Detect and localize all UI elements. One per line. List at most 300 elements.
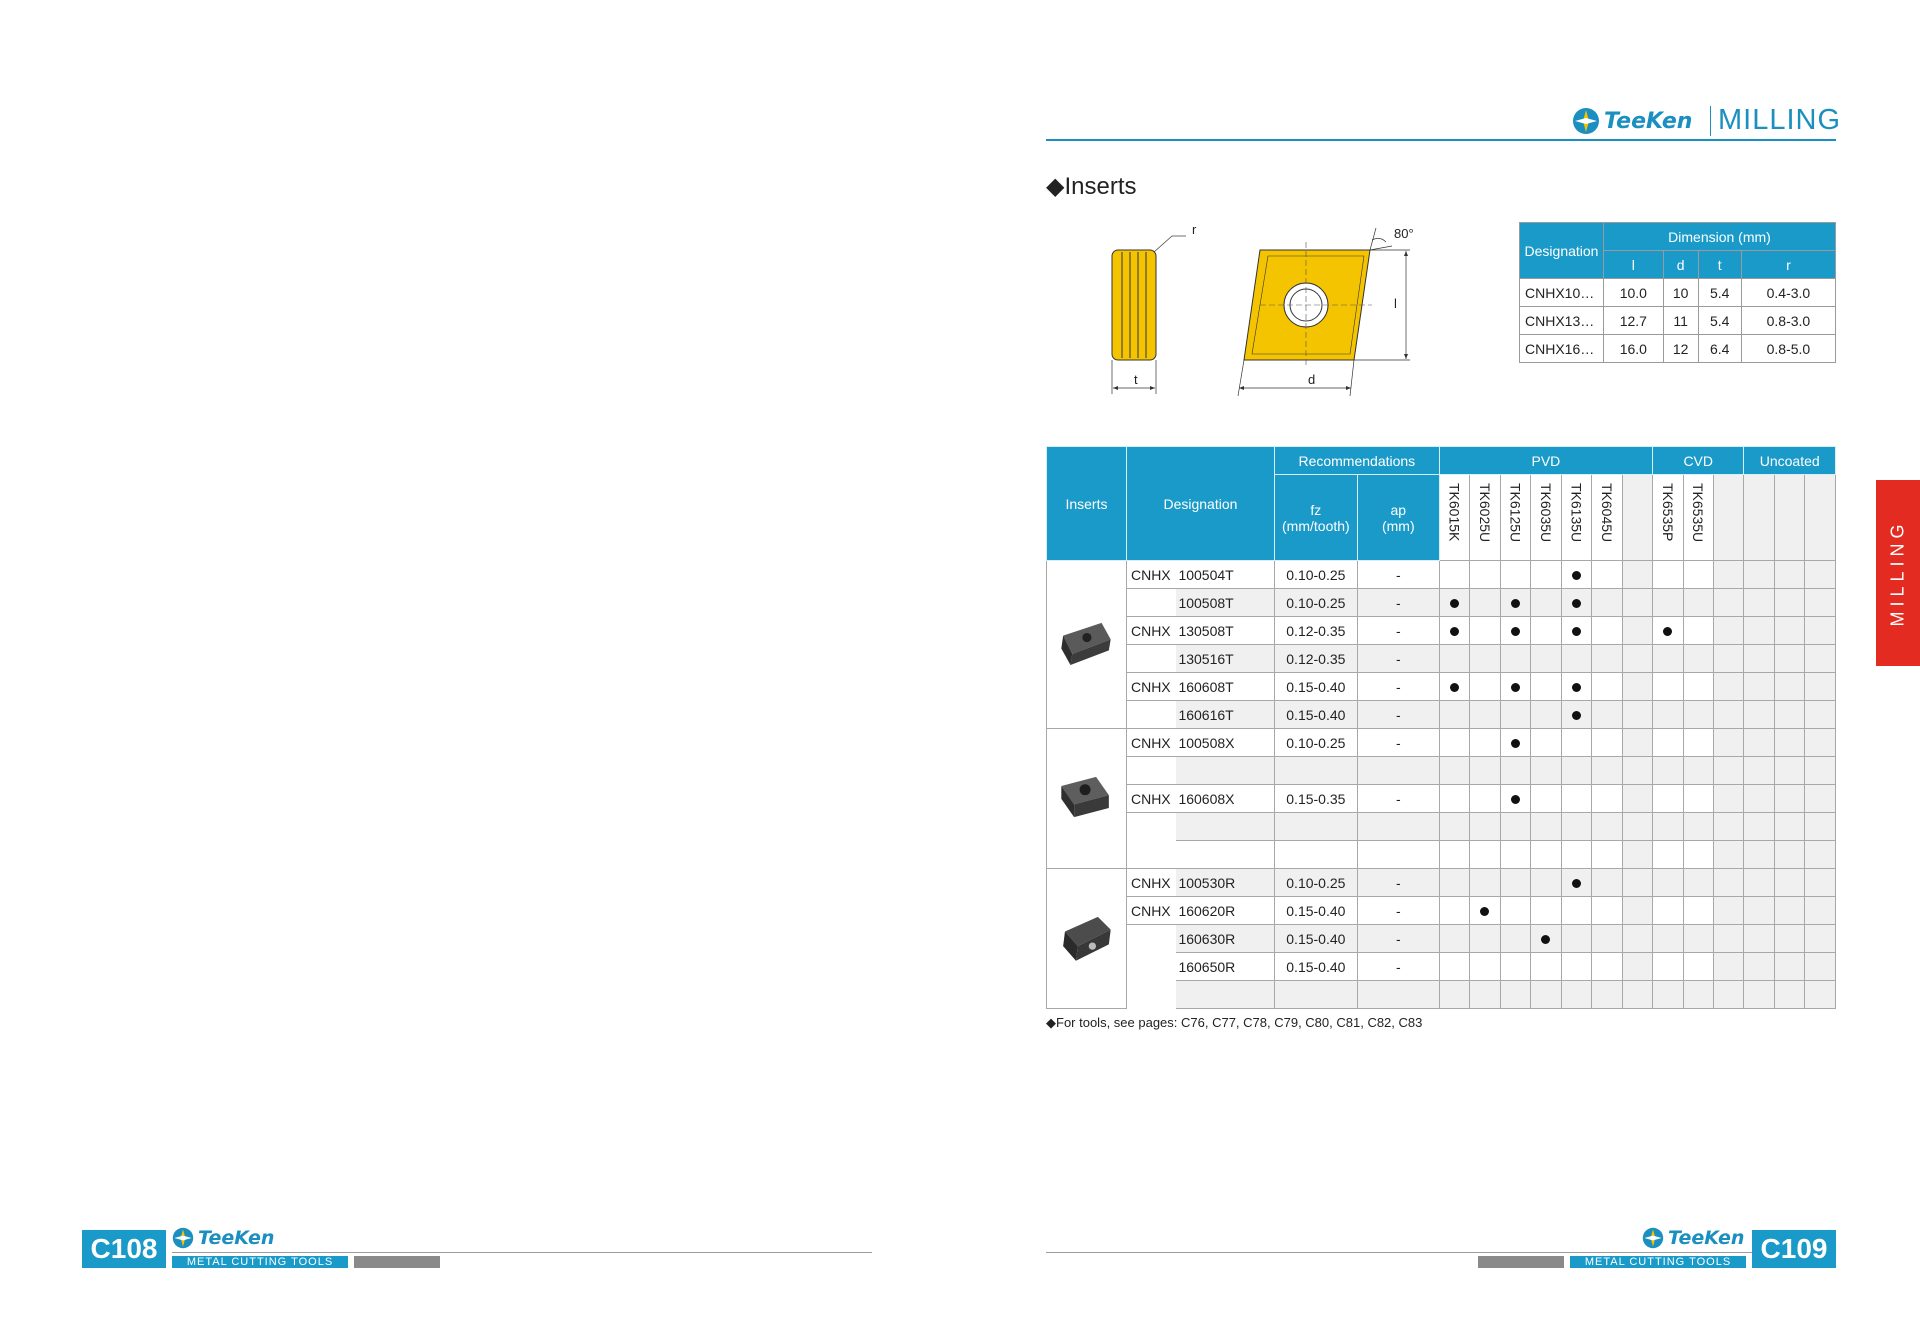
grade-cell <box>1805 925 1836 953</box>
grade-cell <box>1500 673 1530 701</box>
designation-code <box>1176 757 1274 785</box>
grade-cell <box>1500 757 1530 785</box>
grade-cell <box>1439 729 1469 757</box>
grade-cell <box>1805 981 1836 1009</box>
grade-cell <box>1561 673 1591 701</box>
designation-prefix: CNHX <box>1126 617 1176 645</box>
inserts-table-body <box>1047 561 1836 1009</box>
grade-cell <box>1592 785 1622 813</box>
grade-cell <box>1774 561 1804 589</box>
grade-cell <box>1622 953 1652 981</box>
grade-cell <box>1653 617 1683 645</box>
grade-cell <box>1531 701 1561 729</box>
grade-header <box>1561 475 1591 561</box>
fz-value: 0.15-0.40 <box>1274 701 1357 729</box>
designation-prefix <box>1126 757 1176 785</box>
grade-cell <box>1592 813 1622 841</box>
designation-code: 100508X <box>1176 729 1274 757</box>
grade-cell <box>1713 729 1743 757</box>
designation-prefix <box>1126 589 1176 617</box>
header-cvd: CVD <box>1653 447 1744 475</box>
dimension-table <box>1519 222 1836 363</box>
grade-cell <box>1531 953 1561 981</box>
grade-cell <box>1683 897 1713 925</box>
grade-cell <box>1561 757 1591 785</box>
insert-image <box>1047 729 1127 869</box>
grade-cell <box>1653 757 1683 785</box>
footer-brand-left: TeeKen <box>198 1227 275 1249</box>
ap-value: - <box>1357 617 1439 645</box>
label-t: t <box>1134 372 1138 387</box>
grade-cell <box>1805 645 1836 673</box>
dim-col-l: l <box>1604 251 1664 279</box>
fz-value <box>1274 813 1357 841</box>
grade-cell <box>1713 673 1743 701</box>
grade-cell <box>1531 645 1561 673</box>
grade-cell <box>1653 813 1683 841</box>
header-recommendations: Recommendations <box>1274 447 1439 475</box>
grade-cell <box>1622 729 1652 757</box>
grade-cell <box>1744 617 1774 645</box>
table-row <box>1047 701 1836 729</box>
header-ap <box>1357 475 1439 561</box>
grade-cell <box>1500 701 1530 729</box>
fz-value: 0.15-0.40 <box>1274 673 1357 701</box>
grade-cell <box>1439 561 1469 589</box>
fz-value: 0.10-0.25 <box>1274 561 1357 589</box>
fz-value: 0.12-0.35 <box>1274 617 1357 645</box>
side-tab-label: MILLING <box>1887 519 1908 627</box>
designation-prefix: CNHX <box>1126 897 1176 925</box>
grade-cell <box>1622 617 1652 645</box>
ap-value <box>1357 813 1439 841</box>
grade-cell <box>1653 897 1683 925</box>
designation-code: 160630R <box>1176 925 1274 953</box>
fz-value <box>1274 757 1357 785</box>
grade-header <box>1592 475 1622 561</box>
header-inserts: Inserts <box>1047 447 1127 561</box>
grade-cell <box>1531 561 1561 589</box>
designation-code: 160620R <box>1176 897 1274 925</box>
grade-cell <box>1744 701 1774 729</box>
grade-cell <box>1653 841 1683 869</box>
grade-header <box>1774 475 1804 561</box>
grade-cell <box>1500 785 1530 813</box>
designation-code: 160608X <box>1176 785 1274 813</box>
footer-gray-bar-left <box>354 1256 440 1268</box>
grade-cell <box>1683 589 1713 617</box>
grade-cell <box>1713 645 1743 673</box>
dim-col-d: d <box>1663 251 1698 279</box>
header-uncoated: Uncoated <box>1744 447 1836 475</box>
grade-cell <box>1531 729 1561 757</box>
designation-prefix <box>1126 981 1176 1009</box>
designation-prefix <box>1126 701 1176 729</box>
grade-cell <box>1592 953 1622 981</box>
grade-cell <box>1561 561 1591 589</box>
grade-cell <box>1561 701 1591 729</box>
recommended-dot <box>1511 683 1520 692</box>
grade-cell <box>1470 589 1500 617</box>
grade-cell <box>1683 869 1713 897</box>
grade-cell <box>1653 673 1683 701</box>
brand-logo-icon <box>1642 1227 1664 1249</box>
grade-cell <box>1683 981 1713 1009</box>
ap-value <box>1357 841 1439 869</box>
grade-cell <box>1592 617 1622 645</box>
grade-cell <box>1774 953 1804 981</box>
grade-cell <box>1470 953 1500 981</box>
table-row <box>1047 673 1836 701</box>
insert-image <box>1047 561 1127 729</box>
recommended-dot <box>1450 683 1459 692</box>
dim-cell: 10 <box>1663 279 1698 307</box>
grade-cell <box>1653 561 1683 589</box>
table-row <box>1047 925 1836 953</box>
designation-code: 100504T <box>1176 561 1274 589</box>
table-row <box>1047 729 1836 757</box>
table-row <box>1047 813 1836 841</box>
fz-value: 0.10-0.25 <box>1274 869 1357 897</box>
grade-cell <box>1744 561 1774 589</box>
grade-cell <box>1470 701 1500 729</box>
footer-rule-left <box>172 1252 872 1253</box>
grade-cell <box>1805 953 1836 981</box>
grade-cell <box>1774 673 1804 701</box>
grade-cell <box>1774 757 1804 785</box>
grade-cell <box>1622 785 1652 813</box>
header-fz-unit: (mm/tooth) <box>1282 517 1350 534</box>
grade-label: TK6015K <box>1446 483 1463 542</box>
grade-header <box>1622 475 1652 561</box>
grade-cell <box>1561 645 1591 673</box>
recommended-dot <box>1511 627 1520 636</box>
ap-value: - <box>1357 729 1439 757</box>
header-fz <box>1274 475 1357 561</box>
grade-cell <box>1500 841 1530 869</box>
grade-cell <box>1774 701 1804 729</box>
fz-value: 0.15-0.40 <box>1274 953 1357 981</box>
grade-cell <box>1713 701 1743 729</box>
grade-cell <box>1500 925 1530 953</box>
recommended-dot <box>1572 599 1581 608</box>
grade-cell <box>1805 785 1836 813</box>
label-r: r <box>1192 222 1197 237</box>
header-separator <box>1710 106 1711 136</box>
recommended-dot <box>1572 711 1581 720</box>
recommended-dot <box>1572 683 1581 692</box>
grade-header <box>1470 475 1500 561</box>
grade-cell <box>1592 897 1622 925</box>
grade-cell <box>1622 645 1652 673</box>
grade-cell <box>1713 617 1743 645</box>
grade-label: TK6135U <box>1568 483 1585 543</box>
grade-cell <box>1439 897 1469 925</box>
grade-cell <box>1470 813 1500 841</box>
ap-value: - <box>1357 561 1439 589</box>
grade-cell <box>1713 813 1743 841</box>
insert-image <box>1047 869 1127 1009</box>
grade-cell <box>1713 869 1743 897</box>
grade-label: TK6125U <box>1507 483 1524 543</box>
page-number-right: C109 <box>1752 1230 1836 1268</box>
grade-cell <box>1774 925 1804 953</box>
dim-col-r: r <box>1741 251 1835 279</box>
grade-header <box>1683 475 1713 561</box>
grade-label: TK6025U <box>1476 483 1493 543</box>
dim-cell: 0.8-5.0 <box>1741 335 1835 363</box>
recommended-dot <box>1511 739 1520 748</box>
dim-cell: 12 <box>1663 335 1698 363</box>
designation-code <box>1176 813 1274 841</box>
grade-cell <box>1561 729 1591 757</box>
grade-cell <box>1561 841 1591 869</box>
grade-cell <box>1470 785 1500 813</box>
designation-code: 100530R <box>1176 869 1274 897</box>
grade-cell <box>1653 701 1683 729</box>
designation-code: 160616T <box>1176 701 1274 729</box>
designation-prefix <box>1126 925 1176 953</box>
grade-label: TK6535U <box>1690 483 1707 543</box>
grade-cell <box>1683 729 1713 757</box>
grade-cell <box>1774 981 1804 1009</box>
grade-cell <box>1683 925 1713 953</box>
designation-code: 160650R <box>1176 953 1274 981</box>
table-row <box>1047 645 1836 673</box>
page-number-left: C108 <box>82 1230 166 1268</box>
ap-value: - <box>1357 673 1439 701</box>
grade-cell <box>1805 841 1836 869</box>
grade-cell <box>1622 813 1652 841</box>
grade-cell <box>1683 841 1713 869</box>
grade-label: TK6045U <box>1598 483 1615 543</box>
grade-label: TK6535P <box>1659 483 1676 542</box>
grade-cell <box>1439 785 1469 813</box>
grade-cell <box>1683 785 1713 813</box>
fz-value: 0.10-0.25 <box>1274 729 1357 757</box>
grade-cell <box>1531 813 1561 841</box>
grade-header <box>1653 475 1683 561</box>
designation-code: 130508T <box>1176 617 1274 645</box>
grade-cell <box>1561 785 1591 813</box>
ap-value <box>1357 981 1439 1009</box>
fz-value <box>1274 981 1357 1009</box>
grade-cell <box>1713 953 1743 981</box>
grade-cell <box>1683 617 1713 645</box>
grade-cell <box>1531 869 1561 897</box>
grade-cell <box>1439 617 1469 645</box>
dim-cell: 0.8-3.0 <box>1741 307 1835 335</box>
label-d: d <box>1308 372 1316 387</box>
grade-cell <box>1744 645 1774 673</box>
grade-cell <box>1561 897 1591 925</box>
grade-cell <box>1561 813 1591 841</box>
fz-value: 0.15-0.40 <box>1274 897 1357 925</box>
grade-cell <box>1744 813 1774 841</box>
grade-cell <box>1531 841 1561 869</box>
grade-cell <box>1470 897 1500 925</box>
grade-cell <box>1439 925 1469 953</box>
grade-cell <box>1531 785 1561 813</box>
grade-cell <box>1561 869 1591 897</box>
grade-cell <box>1774 617 1804 645</box>
grade-cell <box>1653 785 1683 813</box>
fz-value: 0.12-0.35 <box>1274 645 1357 673</box>
table-row <box>1047 785 1836 813</box>
grade-cell <box>1774 589 1804 617</box>
grade-cell <box>1622 841 1652 869</box>
dim-cell: 10.0 <box>1604 279 1664 307</box>
grade-cell <box>1713 897 1743 925</box>
grade-cell <box>1470 757 1500 785</box>
insert-side-view <box>1112 236 1186 394</box>
grade-cell <box>1470 869 1500 897</box>
grade-cell <box>1531 757 1561 785</box>
grade-cell <box>1622 673 1652 701</box>
grade-cell <box>1653 953 1683 981</box>
inserts-table <box>1046 446 1836 1009</box>
grade-cell <box>1744 757 1774 785</box>
grade-cell <box>1439 981 1469 1009</box>
grade-cell <box>1774 897 1804 925</box>
grade-cell <box>1805 897 1836 925</box>
fz-value: 0.15-0.40 <box>1274 925 1357 953</box>
grade-cell <box>1744 925 1774 953</box>
grade-label: TK6035U <box>1537 483 1554 543</box>
table-row <box>1047 869 1836 897</box>
grade-cell <box>1805 701 1836 729</box>
dim-cell: CNHX16… <box>1520 335 1604 363</box>
header-pvd: PVD <box>1439 447 1652 475</box>
grade-header <box>1713 475 1743 561</box>
label-angle: 80° <box>1394 226 1414 241</box>
dim-cell: CNHX10… <box>1520 279 1604 307</box>
ap-value: - <box>1357 953 1439 981</box>
grade-cell <box>1683 673 1713 701</box>
grade-cell <box>1744 673 1774 701</box>
grade-cell <box>1500 561 1530 589</box>
grade-cell <box>1622 869 1652 897</box>
grade-cell <box>1592 841 1622 869</box>
ap-value: - <box>1357 897 1439 925</box>
grade-cell <box>1744 897 1774 925</box>
grade-cell <box>1592 757 1622 785</box>
grade-cell <box>1622 981 1652 1009</box>
grade-cell <box>1653 925 1683 953</box>
dim-row <box>1520 307 1836 335</box>
header-ap-label: ap <box>1390 501 1407 518</box>
grade-cell <box>1805 617 1836 645</box>
grade-cell <box>1531 981 1561 1009</box>
fz-value: 0.15-0.35 <box>1274 785 1357 813</box>
table-row <box>1047 561 1836 589</box>
grade-cell <box>1500 617 1530 645</box>
grade-cell <box>1439 813 1469 841</box>
designation-prefix <box>1126 813 1176 841</box>
insert-drawing <box>1100 218 1430 398</box>
grade-cell <box>1622 589 1652 617</box>
grade-cell <box>1500 729 1530 757</box>
fz-value: 0.10-0.25 <box>1274 589 1357 617</box>
grade-cell <box>1592 701 1622 729</box>
ap-value: - <box>1357 869 1439 897</box>
grade-cell <box>1744 589 1774 617</box>
designation-prefix <box>1126 645 1176 673</box>
grade-cell <box>1683 561 1713 589</box>
footer-logo-left <box>172 1226 274 1250</box>
grade-header <box>1805 475 1836 561</box>
grade-cell <box>1713 561 1743 589</box>
designation-prefix: CNHX <box>1126 785 1176 813</box>
grade-cell <box>1744 841 1774 869</box>
grade-cell <box>1805 673 1836 701</box>
footer-rule-right <box>1046 1252 1752 1253</box>
grade-header <box>1500 475 1530 561</box>
grade-cell <box>1592 925 1622 953</box>
grade-cell <box>1744 785 1774 813</box>
grade-cell <box>1592 981 1622 1009</box>
recommended-dot <box>1572 571 1581 580</box>
dim-col-t: t <box>1698 251 1741 279</box>
footer-gray-bar-right <box>1478 1256 1564 1268</box>
dim-header-designation: Designation <box>1520 223 1604 279</box>
brand-logo-icon <box>1572 107 1600 135</box>
grade-cell <box>1470 729 1500 757</box>
designation-prefix <box>1126 841 1176 869</box>
table-row <box>1047 757 1836 785</box>
designation-prefix: CNHX <box>1126 869 1176 897</box>
grade-cell <box>1774 645 1804 673</box>
designation-prefix: CNHX <box>1126 729 1176 757</box>
grade-cell <box>1683 953 1713 981</box>
header-fz-label: fz <box>1310 501 1322 518</box>
grade-cell <box>1683 757 1713 785</box>
grade-cell <box>1683 645 1713 673</box>
grade-cell <box>1653 589 1683 617</box>
dim-row <box>1520 335 1836 363</box>
designation-code: 100508T <box>1176 589 1274 617</box>
grade-cell <box>1805 589 1836 617</box>
ap-value: - <box>1357 645 1439 673</box>
ap-value: - <box>1357 925 1439 953</box>
grade-cell <box>1439 701 1469 729</box>
grade-cell <box>1713 785 1743 813</box>
grade-cell <box>1622 561 1652 589</box>
grade-cell <box>1439 757 1469 785</box>
grade-cell <box>1439 645 1469 673</box>
dim-header-row <box>1520 223 1836 251</box>
grade-cell <box>1500 897 1530 925</box>
grade-header <box>1531 475 1561 561</box>
recommended-dot <box>1511 795 1520 804</box>
table-row <box>1047 981 1836 1009</box>
grade-cell <box>1592 561 1622 589</box>
dim-cell: 6.4 <box>1698 335 1741 363</box>
grade-cell <box>1531 897 1561 925</box>
recommended-dot <box>1511 599 1520 608</box>
grade-cell <box>1531 589 1561 617</box>
grade-cell <box>1592 729 1622 757</box>
grade-cell <box>1622 897 1652 925</box>
table-row <box>1047 589 1836 617</box>
grade-cell <box>1531 925 1561 953</box>
grade-cell <box>1774 869 1804 897</box>
grade-cell <box>1774 729 1804 757</box>
dim-cell: CNHX13… <box>1520 307 1604 335</box>
grade-cell <box>1439 953 1469 981</box>
section-title: ◆Inserts <box>1046 173 1137 200</box>
grade-cell <box>1805 729 1836 757</box>
